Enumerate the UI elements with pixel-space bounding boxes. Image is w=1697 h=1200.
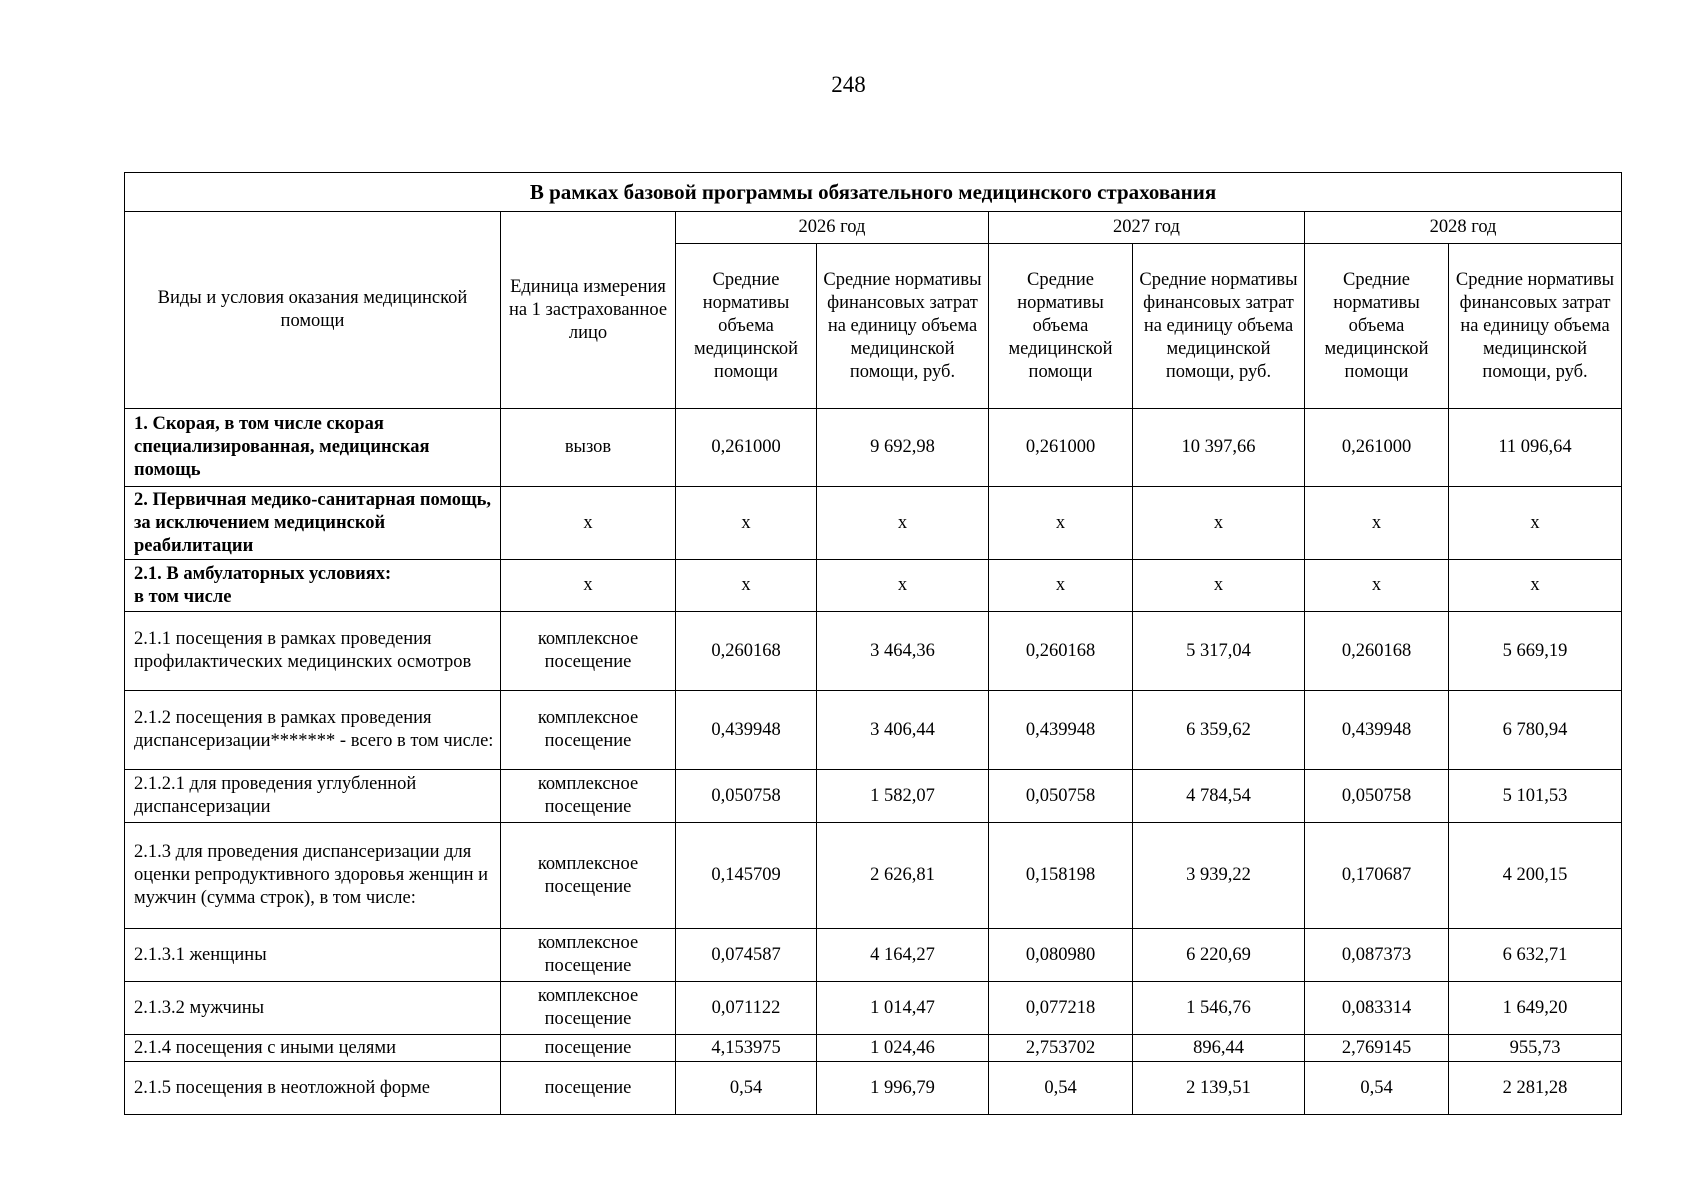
row-volume-2028: 0,439948 [1305, 691, 1449, 770]
row-unit: комплексное посещение [501, 823, 676, 929]
row-volume-2027: 0,158198 [989, 823, 1133, 929]
table-row [125, 560, 1622, 612]
row-cost-2027: 896,44 [1133, 1035, 1305, 1062]
row-volume-2026: 0,439948 [676, 691, 817, 770]
row-volume-2027: х [989, 487, 1133, 560]
row-cost-2026: 1 582,07 [817, 770, 989, 823]
row-volume-2028: х [1305, 487, 1449, 560]
row-cost-2028: х [1449, 560, 1622, 612]
row-unit: комплексное посещение [501, 770, 676, 823]
row-unit: комплексное посещение [501, 612, 676, 691]
row-kind [125, 560, 501, 612]
header-volume-2028: Средние нормативы объема медицинской помощи [1305, 244, 1449, 409]
row-cost-2028: 2 281,28 [1449, 1062, 1622, 1115]
row-cost-2026: 9 692,98 [817, 409, 989, 487]
row-kind: 2. Первичная медико-санитарная помощь, за исключением медицинской реабилитации [125, 487, 501, 560]
row-cost-2028: 5 669,19 [1449, 612, 1622, 691]
row-cost-2026: 2 626,81 [817, 823, 989, 929]
row-cost-2028: х [1449, 487, 1622, 560]
row-kind: 2.1.5 посещения в неотложной форме [125, 1062, 501, 1115]
row-volume-2028: 0,260168 [1305, 612, 1449, 691]
row-unit: комплексное посещение [501, 691, 676, 770]
row-cost-2026: 1 996,79 [817, 1062, 989, 1115]
row-volume-2028: 0,54 [1305, 1062, 1449, 1115]
row-unit: комплексное посещение [501, 929, 676, 982]
table-title: В рамках базовой программы обязательного медицинского страхования [125, 173, 1622, 212]
row-cost-2028: 11 096,64 [1449, 409, 1622, 487]
header-year-2026: 2026 год [676, 212, 989, 244]
row-volume-2026: 0,260168 [676, 612, 817, 691]
header-cost-2027: Средние нормативы финансовых затрат на единицу объема медицинской помощи, руб. [1133, 244, 1305, 409]
row-cost-2028: 5 101,53 [1449, 770, 1622, 823]
row-volume-2026: х [676, 487, 817, 560]
row-kind: 2.1.3.1 женщины [125, 929, 501, 982]
row-cost-2026: х [817, 487, 989, 560]
row-volume-2028: 0,087373 [1305, 929, 1449, 982]
row-volume-2026: 0,074587 [676, 929, 817, 982]
table-row [125, 1062, 1622, 1115]
row-unit: вызов [501, 409, 676, 487]
row-volume-2027: 0,050758 [989, 770, 1133, 823]
row-volume-2028: 0,170687 [1305, 823, 1449, 929]
row-kind-line1: 2.1. В амбулаторных условиях: [134, 563, 392, 584]
row-volume-2026: 0,145709 [676, 823, 817, 929]
row-volume-2027: 0,260168 [989, 612, 1133, 691]
row-unit: х [501, 487, 676, 560]
row-cost-2027: 1 546,76 [1133, 982, 1305, 1035]
table-row [125, 409, 1622, 487]
row-volume-2027: 0,54 [989, 1062, 1133, 1115]
table-row [125, 823, 1622, 929]
header-volume-2026: Средние нормативы объема медицинской помощи [676, 244, 817, 409]
row-kind: 2.1.1 посещения в рамках проведения профилактических медицинских осмотров [125, 612, 501, 691]
row-cost-2028: 1 649,20 [1449, 982, 1622, 1035]
table-row [125, 929, 1622, 982]
header-volume-2027: Средние нормативы объема медицинской помощи [989, 244, 1133, 409]
row-cost-2026: 3 406,44 [817, 691, 989, 770]
row-cost-2027: 6 220,69 [1133, 929, 1305, 982]
row-cost-2027: 6 359,62 [1133, 691, 1305, 770]
page-number: 248 [831, 72, 866, 97]
row-volume-2026: 0,261000 [676, 409, 817, 487]
row-volume-2028: 0,083314 [1305, 982, 1449, 1035]
row-cost-2027: х [1133, 560, 1305, 612]
row-volume-2027: 0,261000 [989, 409, 1133, 487]
row-volume-2026: 4,153975 [676, 1035, 817, 1062]
row-cost-2026: 3 464,36 [817, 612, 989, 691]
row-kind: 2.1.3 для проведения диспансеризации для оценки репродуктивного здоровья женщин и мужчин (сумма строк), в том числе: [125, 823, 501, 929]
table-row [125, 1035, 1622, 1062]
norms-table [124, 172, 1622, 1115]
header-unit: Единица измерения на 1 застрахованное лицо [501, 212, 676, 409]
row-kind: 2.1.2.1 для проведения углубленной диспансеризации [125, 770, 501, 823]
row-volume-2027: 2,753702 [989, 1035, 1133, 1062]
row-volume-2028: 0,261000 [1305, 409, 1449, 487]
row-volume-2026: 0,54 [676, 1062, 817, 1115]
header-cost-2026: Средние нормативы финансовых затрат на единицу объема медицинской помощи, руб. [817, 244, 989, 409]
row-unit: х [501, 560, 676, 612]
row-volume-2027: 0,077218 [989, 982, 1133, 1035]
row-volume-2027: 0,439948 [989, 691, 1133, 770]
header-year-2028: 2028 год [1305, 212, 1622, 244]
row-kind: 2.1.4 посещения с иными целями [125, 1035, 501, 1062]
row-unit: посещение [501, 1035, 676, 1062]
table-row [125, 982, 1622, 1035]
header-year-2027: 2027 год [989, 212, 1305, 244]
row-volume-2026: 0,071122 [676, 982, 817, 1035]
table-row [125, 691, 1622, 770]
row-volume-2028: 0,050758 [1305, 770, 1449, 823]
row-cost-2026: 1 024,46 [817, 1035, 989, 1062]
row-cost-2026: 4 164,27 [817, 929, 989, 982]
row-volume-2027: х [989, 560, 1133, 612]
row-cost-2028: 4 200,15 [1449, 823, 1622, 929]
row-cost-2026: х [817, 560, 989, 612]
table-row [125, 612, 1622, 691]
row-volume-2026: х [676, 560, 817, 612]
row-cost-2028: 6 780,94 [1449, 691, 1622, 770]
row-cost-2027: х [1133, 487, 1305, 560]
row-cost-2027: 5 317,04 [1133, 612, 1305, 691]
row-volume-2026: 0,050758 [676, 770, 817, 823]
row-kind: 2.1.2 посещения в рамках проведения диспансеризации******* - всего в том числе: [125, 691, 501, 770]
row-cost-2027: 4 784,54 [1133, 770, 1305, 823]
row-kind: 2.1.3.2 мужчины [125, 982, 501, 1035]
table-row [125, 487, 1622, 560]
row-volume-2028: х [1305, 560, 1449, 612]
row-kind-line2: в том числе [134, 586, 232, 607]
row-kind: 1. Скорая, в том числе скорая специализированная, медицинская помощь [125, 409, 501, 487]
row-cost-2027: 3 939,22 [1133, 823, 1305, 929]
row-volume-2027: 0,080980 [989, 929, 1133, 982]
title-row [125, 173, 1622, 212]
row-cost-2026: 1 014,47 [817, 982, 989, 1035]
row-cost-2027: 10 397,66 [1133, 409, 1305, 487]
row-unit: комплексное посещение [501, 982, 676, 1035]
row-cost-2028: 6 632,71 [1449, 929, 1622, 982]
table-row [125, 770, 1622, 823]
row-cost-2028: 955,73 [1449, 1035, 1622, 1062]
header-kind: Виды и условия оказания медицинской помощи [125, 212, 501, 409]
row-unit: посещение [501, 1062, 676, 1115]
row-volume-2028: 2,769145 [1305, 1035, 1449, 1062]
header-row-years [125, 212, 1622, 244]
header-cost-2028: Средние нормативы финансовых затрат на единицу объема медицинской помощи, руб. [1449, 244, 1622, 409]
row-cost-2027: 2 139,51 [1133, 1062, 1305, 1115]
